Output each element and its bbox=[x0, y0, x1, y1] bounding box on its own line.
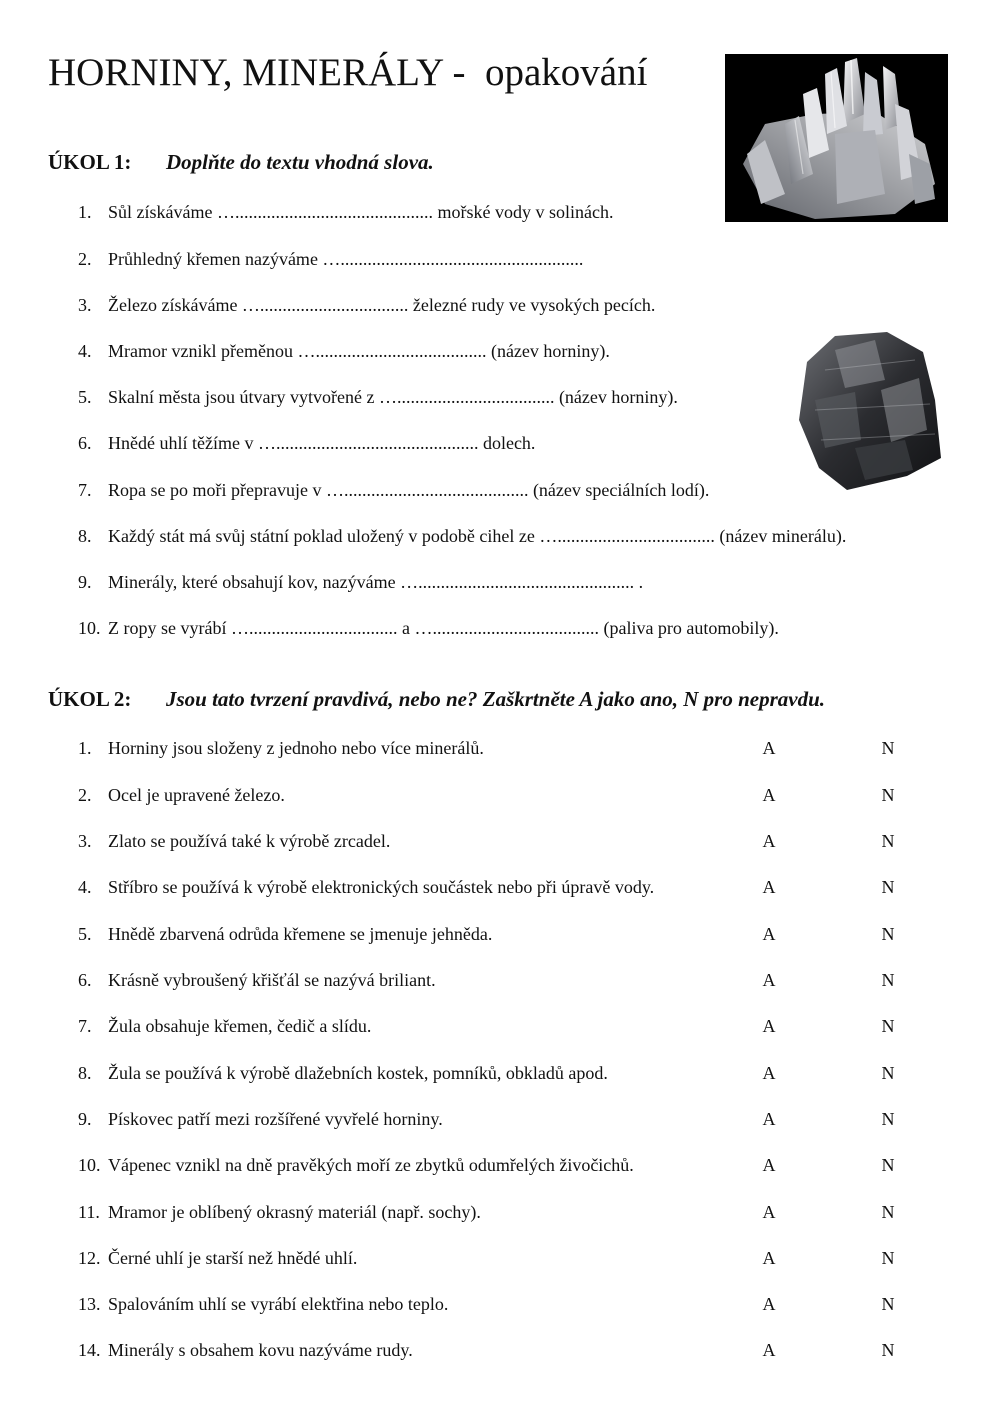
fill-item[interactable] bbox=[78, 570, 643, 594]
item-number: 10. bbox=[78, 1155, 101, 1175]
answer-n-option[interactable]: N bbox=[881, 1109, 895, 1129]
task2-instruction: Jsou tato tvrzení pravdivá, nebo ne? Zaškrtněte A jako ano, N pro nepravdu. bbox=[166, 687, 826, 711]
item-text: Každý stát má svůj státní poklad uložený v podobě cihel ze …................................... (název minerálu). bbox=[108, 526, 847, 546]
item-number: 1. bbox=[78, 738, 92, 758]
item-number: 7. bbox=[78, 1016, 92, 1036]
item-number: 5. bbox=[78, 387, 92, 407]
answer-n-option[interactable]: N bbox=[881, 785, 895, 805]
statement-row bbox=[78, 875, 938, 899]
statement-row bbox=[78, 783, 938, 807]
statement-text: Horniny jsou složeny z jednoho nebo více minerálů. bbox=[108, 738, 484, 758]
answer-a-option[interactable]: A bbox=[762, 1202, 776, 1222]
answer-n-option[interactable]: N bbox=[881, 1063, 895, 1083]
item-text: Průhledný křemen nazýváme …...................................................... bbox=[108, 249, 584, 269]
answer-a-option[interactable]: A bbox=[762, 1109, 776, 1129]
task1-heading bbox=[48, 150, 434, 175]
answer-a-option[interactable]: A bbox=[762, 831, 776, 851]
answer-a-option[interactable]: A bbox=[762, 1016, 776, 1036]
statement-text: Spalováním uhlí se vyrábí elektřina nebo teplo. bbox=[108, 1294, 449, 1314]
statement-text: Zlato se používá také k výrobě zrcadel. bbox=[108, 831, 391, 851]
answer-n-option[interactable]: N bbox=[881, 738, 895, 758]
statement-row bbox=[78, 1014, 938, 1038]
statement-text: Minerály s obsahem kovu nazýváme rudy. bbox=[108, 1340, 413, 1360]
fill-item[interactable] bbox=[78, 293, 655, 317]
answer-n-option[interactable]: N bbox=[881, 924, 895, 944]
statement-text: Vápenec vznikl na dně pravěkých moří ze zbytků odumřelých živočichů. bbox=[108, 1155, 634, 1175]
page-title: HORNINY, MINERÁLY - opakování bbox=[48, 51, 648, 94]
item-number: 2. bbox=[78, 785, 92, 805]
item-text: Mramor vznikl přeměnou …...................................... (název horniny). bbox=[108, 341, 610, 361]
answer-n-option[interactable]: N bbox=[881, 1202, 895, 1222]
item-text: Minerály, které obsahují kov, nazýváme …................................................ . bbox=[108, 572, 644, 592]
item-text: Hnědé uhlí těžíme v …............................................. dolech. bbox=[108, 433, 536, 453]
statement-text: Stříbro se používá k výrobě elektronických součástek nebo při úpravě vody. bbox=[108, 877, 655, 897]
statement-text: Žula obsahuje křemen, čedič a slídu. bbox=[108, 1016, 372, 1036]
item-text: Z ropy se vyrábí …................................. a …..................................... (paliva pro automobily). bbox=[108, 618, 779, 638]
statement-text: Žula se používá k výrobě dlažebních kostek, pomníků, obkladů apod. bbox=[108, 1063, 608, 1083]
item-number: 4. bbox=[78, 877, 92, 897]
statement-row bbox=[78, 1292, 938, 1316]
statement-row bbox=[78, 1200, 938, 1224]
statement-row bbox=[78, 1246, 938, 1270]
answer-n-option[interactable]: N bbox=[881, 1248, 895, 1268]
item-text: Sůl získáváme …............................................ mořské vody v solinách. bbox=[108, 202, 614, 222]
answer-a-option[interactable]: A bbox=[762, 1155, 776, 1175]
statement-row bbox=[78, 968, 938, 992]
item-number: 5. bbox=[78, 924, 92, 944]
answer-n-option[interactable]: N bbox=[881, 1155, 895, 1175]
item-number: 8. bbox=[78, 1063, 92, 1083]
statement-row bbox=[78, 922, 938, 946]
answer-n-option[interactable]: N bbox=[881, 1016, 895, 1036]
item-number: 3. bbox=[78, 295, 92, 315]
fill-item[interactable] bbox=[78, 200, 613, 224]
item-number: 9. bbox=[78, 572, 92, 592]
answer-n-option[interactable]: N bbox=[881, 1340, 895, 1360]
item-number: 3. bbox=[78, 831, 92, 851]
statement-row bbox=[78, 829, 938, 853]
answer-n-option[interactable]: N bbox=[881, 1294, 895, 1314]
answer-n-option[interactable]: N bbox=[881, 877, 895, 897]
answer-a-option[interactable]: A bbox=[762, 924, 776, 944]
statement-text: Černé uhlí je starší než hnědé uhlí. bbox=[108, 1248, 358, 1268]
statement-text: Ocel je upravené železo. bbox=[108, 785, 285, 805]
item-number: 12. bbox=[78, 1248, 101, 1268]
fill-item[interactable] bbox=[78, 339, 610, 363]
item-number: 14. bbox=[78, 1340, 101, 1360]
answer-a-option[interactable]: A bbox=[762, 1063, 776, 1083]
item-number: 8. bbox=[78, 526, 92, 546]
item-text: Železo získáváme …................................. železné rudy ve vysokých pecích. bbox=[108, 295, 656, 315]
statement-text: Pískovec patří mezi rozšířené vyvřelé horniny. bbox=[108, 1109, 443, 1129]
answer-a-option[interactable]: A bbox=[762, 1248, 776, 1268]
answer-a-option[interactable]: A bbox=[762, 1294, 776, 1314]
statement-row bbox=[78, 1107, 938, 1131]
item-number: 6. bbox=[78, 433, 92, 453]
statement-row bbox=[78, 736, 938, 760]
item-text: Skalní města jsou útvary vytvořené z …................................... (název horniny). bbox=[108, 387, 678, 407]
fill-item[interactable] bbox=[78, 385, 678, 409]
statement-row bbox=[78, 1338, 938, 1362]
answer-a-option[interactable]: A bbox=[762, 877, 776, 897]
fill-item[interactable] bbox=[78, 616, 779, 640]
fill-item[interactable] bbox=[78, 478, 709, 502]
item-number: 2. bbox=[78, 249, 92, 269]
answer-a-option[interactable]: A bbox=[762, 738, 776, 758]
statement-row bbox=[78, 1153, 938, 1177]
task2-heading bbox=[48, 687, 825, 712]
answer-a-option[interactable]: A bbox=[762, 970, 776, 990]
fill-item[interactable] bbox=[78, 247, 583, 271]
answer-n-option[interactable]: N bbox=[881, 831, 895, 851]
item-number: 9. bbox=[78, 1109, 92, 1129]
answer-n-option[interactable]: N bbox=[881, 970, 895, 990]
quartz-crystal-image bbox=[725, 54, 948, 222]
item-number: 1. bbox=[78, 202, 92, 222]
task1-label: ÚKOL 1: bbox=[48, 150, 132, 174]
item-number: 6. bbox=[78, 970, 92, 990]
task1-instruction: Doplňte do textu vhodná slova. bbox=[166, 150, 434, 174]
coal-image bbox=[795, 330, 945, 492]
statement-text: Krásně vybroušený křišťál se nazývá briliant. bbox=[108, 970, 436, 990]
fill-item[interactable] bbox=[78, 524, 846, 548]
item-number: 13. bbox=[78, 1294, 101, 1314]
item-number: 11. bbox=[78, 1202, 100, 1222]
item-text: Ropa se po moři přepravuje v …......................................... (název speciálních lodí). bbox=[108, 480, 710, 500]
item-number: 10. bbox=[78, 618, 101, 638]
statement-row bbox=[78, 1061, 938, 1085]
fill-item[interactable] bbox=[78, 431, 535, 455]
item-number: 4. bbox=[78, 341, 92, 361]
statement-text: Hnědě zbarvená odrůda křemene se jmenuje jehněda. bbox=[108, 924, 493, 944]
item-number: 7. bbox=[78, 480, 92, 500]
task2-label: ÚKOL 2: bbox=[48, 687, 132, 711]
answer-a-option[interactable]: A bbox=[762, 1340, 776, 1360]
answer-a-option[interactable]: A bbox=[762, 785, 776, 805]
statement-text: Mramor je oblíbený okrasný materiál (např. sochy). bbox=[108, 1202, 481, 1222]
